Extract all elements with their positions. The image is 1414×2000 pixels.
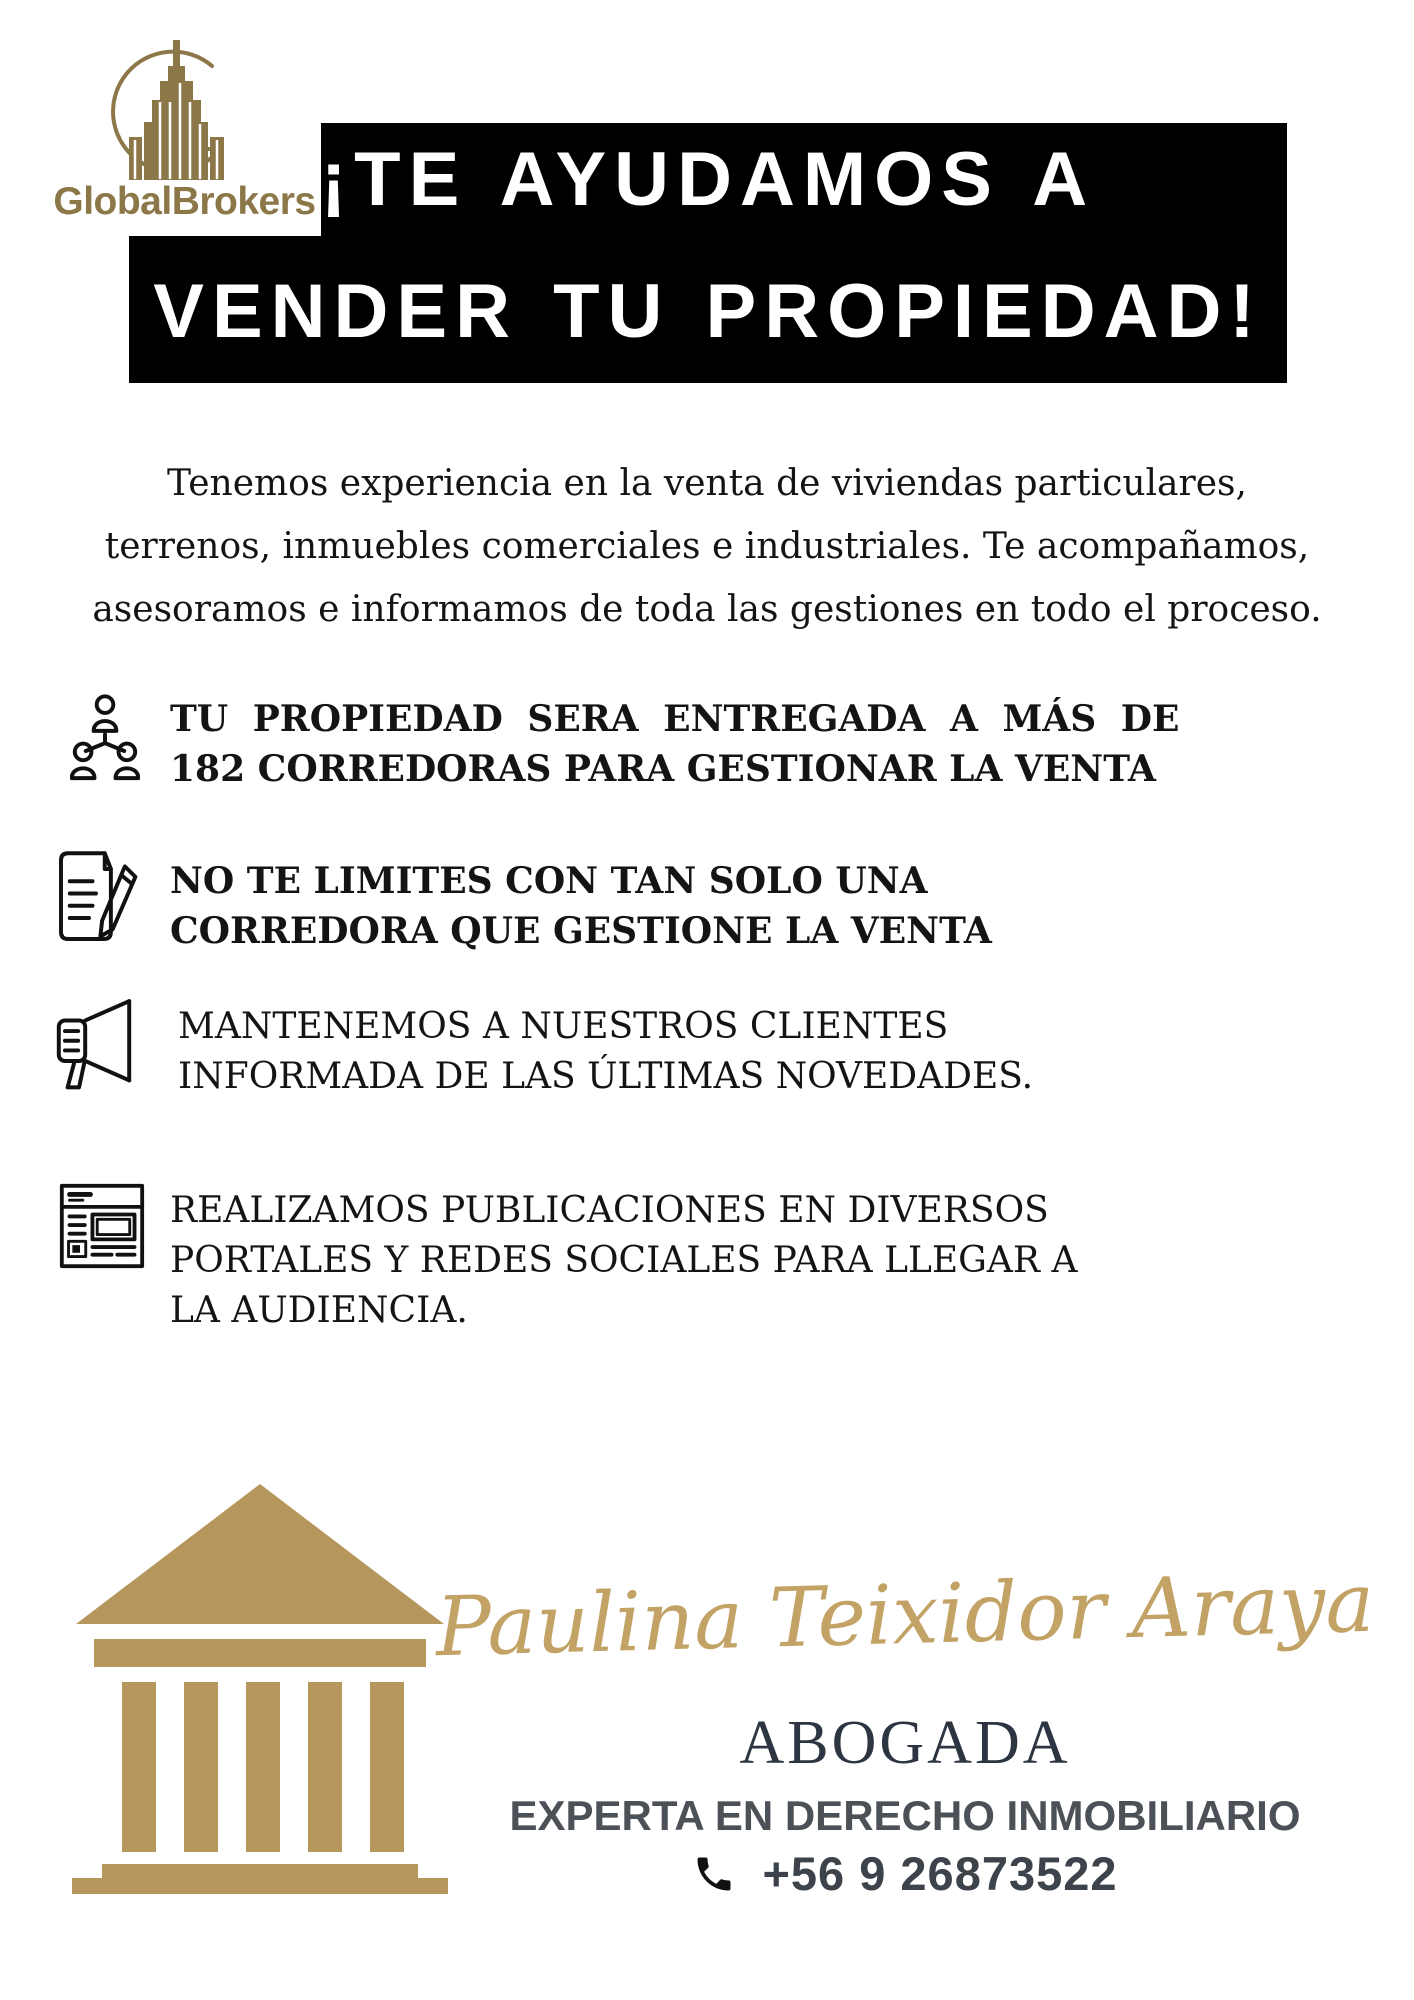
bullet-4-text	[170, 1186, 1077, 1336]
signature-name: Paulina Teixidor Araya	[434, 1555, 1376, 1676]
bullet-3-text	[178, 1002, 1033, 1102]
newspaper-icon	[58, 1182, 146, 1270]
bullet-line: NO TE LIMITES CON TAN SOLO UNA	[170, 860, 928, 902]
people-network-icon	[70, 690, 140, 784]
specialty-line: EXPERTA EN DERECHO INMOBILIARIO	[509, 1792, 1301, 1839]
banner-title-line1: ¡TE AYUDAMOS A	[320, 137, 1096, 222]
bullet-line: 182 CORREDORAS PARA GESTIONAR LA VENTA	[170, 748, 1156, 790]
banner-title-line2: VENDER TU PROPIEDAD!	[153, 269, 1263, 354]
bullet-line: REALIZAMOS PUBLICACIONES EN DIVERSOS	[170, 1190, 1049, 1231]
intro-line: asesoramos e informamos de toda las gestiones en todo el proceso.	[92, 589, 1322, 630]
law-temple-icon	[64, 1476, 456, 1894]
role-title: ABOGADA	[739, 1709, 1071, 1777]
bullet-line: MANTENEMOS A NUESTROS CLIENTES	[178, 1006, 949, 1047]
intro-line: terrenos, inmuebles comerciales e industriales. Te acompañamos,	[104, 526, 1310, 567]
intro-line: Tenemos experiencia en la venta de viviendas particulares,	[167, 463, 1247, 504]
phone-row	[430, 1846, 1380, 1901]
intro-paragraph	[92, 452, 1322, 641]
bullet-line: LA AUDIENCIA.	[170, 1290, 468, 1331]
megaphone-icon	[50, 994, 138, 1091]
brand-name: GlobalBrokers	[53, 180, 316, 223]
document-pencil-icon	[54, 848, 138, 946]
bullet-2-text	[170, 856, 992, 956]
bullet-line: CORREDORA QUE GESTIONE LA VENTA	[170, 910, 992, 952]
bullet-line: PORTALES Y REDES SOCIALES PARA LLEGAR A	[170, 1240, 1078, 1281]
phone-number: +56 9 26873522	[762, 1847, 1118, 1900]
bullet-1-text	[170, 694, 1179, 794]
bullet-line: INFORMADA DE LAS ÚLTIMAS NOVEDADES.	[178, 1056, 1034, 1097]
phone-icon	[692, 1852, 736, 1896]
bullet-line: TU PROPIEDAD SERA ENTREGADA A MÁS DE	[170, 698, 1180, 740]
